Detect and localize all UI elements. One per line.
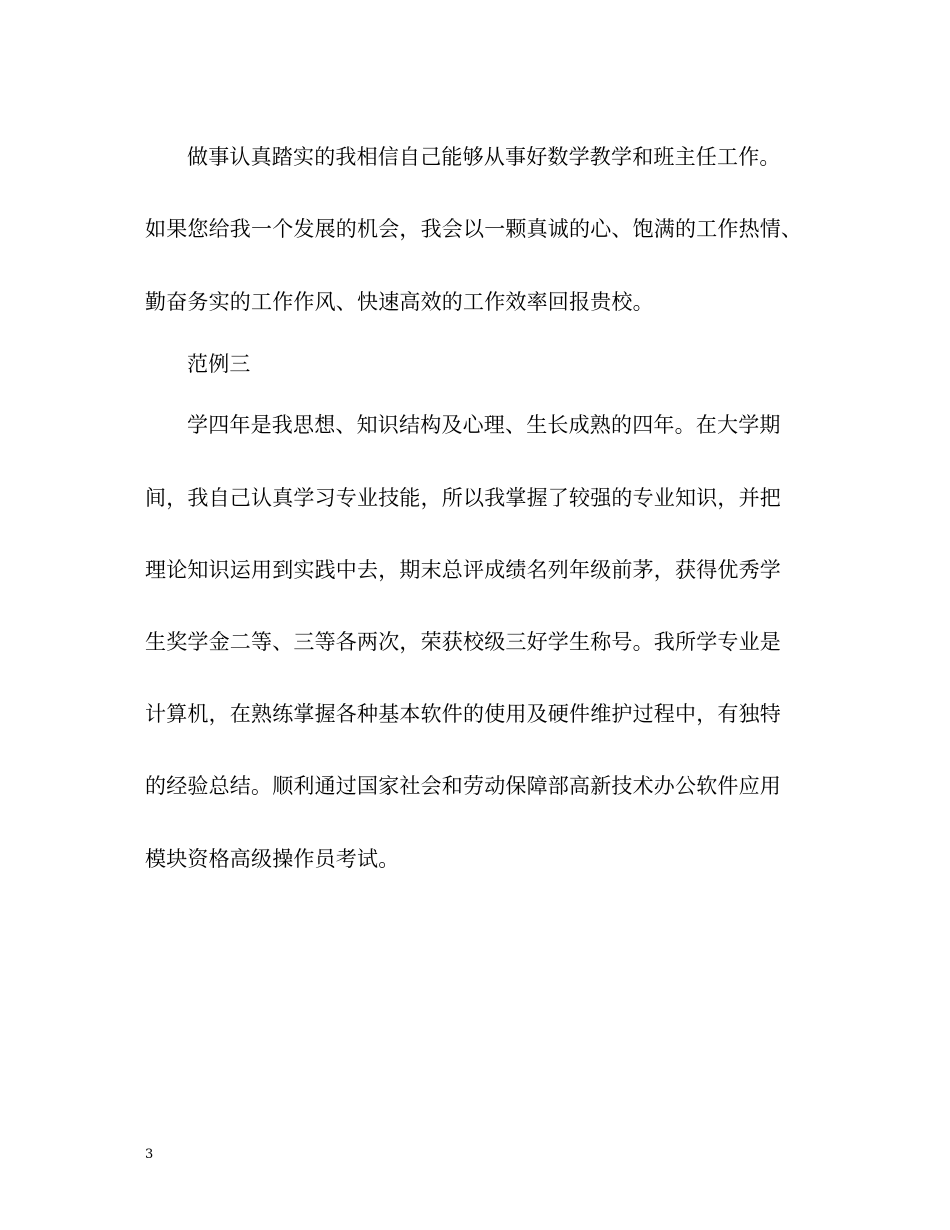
paragraph-line-1: 做事认真踏实的我相信自己能够从事好数学教学和班主任工作。 — [187, 145, 781, 169]
paragraph-line-11: 模块资格高级操作员考试。 — [145, 847, 400, 871]
paragraph-line-5: 学四年是我思想、知识结构及心理、生长成熟的四年。在大学期 — [187, 413, 781, 437]
paragraph-line-2: 如果您给我一个发展的机会，我会以一颗真诚的心、饱满的工作热情、 — [145, 217, 803, 241]
section-heading: 范例三 — [187, 352, 251, 376]
paragraph-line-9: 计算机，在熟练掌握各种基本软件的使用及硬件维护过程中，有独特 — [145, 702, 781, 726]
paragraph-line-3: 勤奋务实的工作作风、快速高效的工作效率回报贵校。 — [145, 290, 654, 314]
paragraph-line-6: 间，我自己认真学习专业技能，所以我掌握了较强的专业知识，并把 — [145, 486, 781, 510]
paragraph-line-10: 的经验总结。顺利通过国家社会和劳动保障部高新技术办公软件应用 — [145, 774, 781, 798]
paragraph-line-7: 理论知识运用到实践中去，期末总评成绩名列年级前茅，获得优秀学 — [145, 558, 781, 582]
page-number: 3 — [145, 1147, 154, 1162]
paragraph-line-8: 生奖学金二等、三等各两次，荣获校级三好学生称号。我所学专业是 — [145, 630, 781, 654]
